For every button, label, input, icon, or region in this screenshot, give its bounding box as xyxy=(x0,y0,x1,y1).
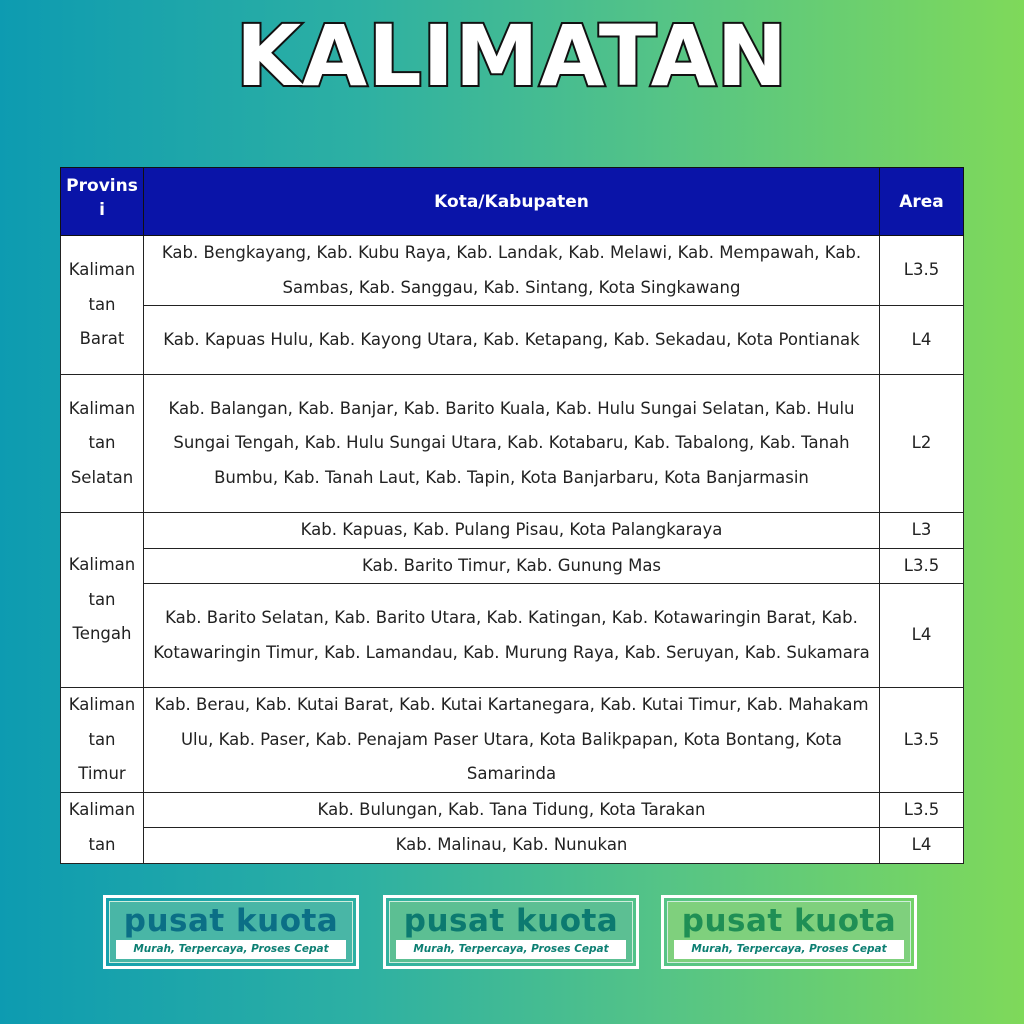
area-header: Area xyxy=(880,168,964,236)
city-cell: Kab. Malinau, Kab. Nunukan xyxy=(144,828,880,864)
city-cell: Kab. Balangan, Kab. Banjar, Kab. Barito Kuala, Kab. Hulu Sungai Selatan, Kab. Hulu Sungai Tengah, Kab. Hulu Sungai Utara, Kab. Kotabaru, Kab. Tabalong, Kab. Tanah Bumbu, Kab. Tanah Laut, Kab. Tapin, Kota Banjarbaru, Kota Banjarmasin xyxy=(144,375,880,513)
province-cell: Kaliman tan xyxy=(61,792,144,863)
area-cell: L3.5 xyxy=(880,548,964,584)
city-cell: Kab. Kapuas, Kab. Pulang Pisau, Kota Palangkaraya xyxy=(144,513,880,549)
page-title: KALIMATAN xyxy=(235,7,789,105)
table-row xyxy=(61,306,964,375)
brand-tagline: Murah, Terpercaya, Proses Cepat xyxy=(396,940,626,959)
table-row xyxy=(61,548,964,584)
province-header: Provins i xyxy=(61,168,144,236)
area-cell: L3.5 xyxy=(880,236,964,306)
area-cell: L4 xyxy=(880,828,964,864)
city-header: Kota/Kabupaten xyxy=(144,168,880,236)
area-cell: L4 xyxy=(880,306,964,375)
city-cell: Kab. Berau, Kab. Kutai Barat, Kab. Kutai Kartanegara, Kab. Kutai Timur, Kab. Mahakam Ulu, Kab. Paser, Kab. Penajam Paser Utara, Kota Balikpapan, Kota Bontang, Kota Samarinda xyxy=(144,688,880,793)
province-cell: Kaliman tan Barat xyxy=(61,236,144,375)
city-cell: Kab. Barito Selatan, Kab. Barito Utara, Kab. Katingan, Kab. Kotawaringin Barat, Kab. Kotawaringin Timur, Kab. Lamandau, Kab. Murung Raya, Kab. Seruyan, Kab. Sukamara xyxy=(144,584,880,688)
brand-name: pusat kuota xyxy=(123,903,339,939)
table-row xyxy=(61,236,964,306)
province-cell: Kaliman tan Tengah xyxy=(61,513,144,688)
city-cell: Kab. Barito Timur, Kab. Gunung Mas xyxy=(144,548,880,584)
table-row xyxy=(61,792,964,828)
city-cell: Kab. Bulungan, Kab. Tana Tidung, Kota Tarakan xyxy=(144,792,880,828)
brand-tagline: Murah, Terpercaya, Proses Cepat xyxy=(116,940,346,959)
brand-logo xyxy=(383,895,639,969)
area-cell: L3 xyxy=(880,513,964,549)
table-row xyxy=(61,513,964,549)
brand-logo xyxy=(661,895,917,969)
province-cell: Kaliman tan Selatan xyxy=(61,375,144,513)
province-cell: Kaliman tan Timur xyxy=(61,688,144,793)
brand-name: pusat kuota xyxy=(403,903,619,939)
brand-logos xyxy=(103,895,923,973)
brand-tagline: Murah, Terpercaya, Proses Cepat xyxy=(674,940,904,959)
city-cell: Kab. Kapuas Hulu, Kab. Kayong Utara, Kab. Ketapang, Kab. Sekadau, Kota Pontianak xyxy=(144,306,880,375)
area-cell: L2 xyxy=(880,375,964,513)
city-cell: Kab. Bengkayang, Kab. Kubu Raya, Kab. Landak, Kab. Melawi, Kab. Mempawah, Kab. Sambas, Kab. Sanggau, Kab. Sintang, Kota Singkawang xyxy=(144,236,880,306)
area-cell: L3.5 xyxy=(880,688,964,793)
table-row xyxy=(61,584,964,688)
area-cell: L3.5 xyxy=(880,792,964,828)
brand-name: pusat kuota xyxy=(681,903,897,939)
table-row xyxy=(61,828,964,864)
brand-logo xyxy=(103,895,359,969)
table-header-row xyxy=(61,168,964,236)
table-row xyxy=(61,375,964,513)
area-cell: L4 xyxy=(880,584,964,688)
coverage-table xyxy=(60,167,964,864)
table-row xyxy=(61,688,964,793)
